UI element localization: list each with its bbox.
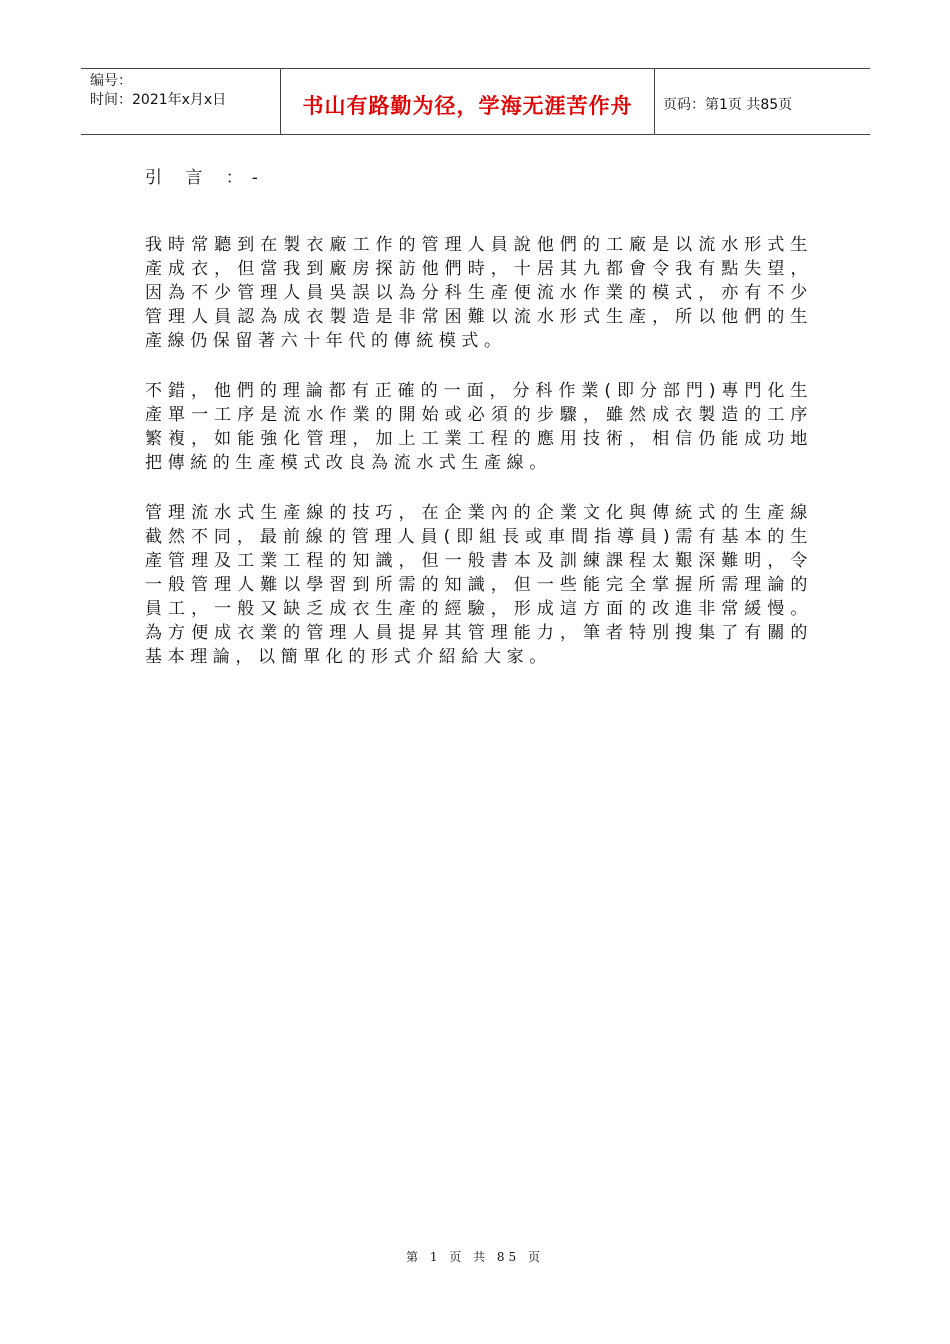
time-label: 时间：2021年x月x日 [90,92,227,108]
intro-heading: 引 言 ：- [145,168,267,188]
header-page-cell [655,69,870,134]
document-header [81,68,870,135]
paragraph-2: 不錯，他們的理論都有正確的一面，分科作業(即分部門)專門化生產單一工序是流水作業的開始或必須的步驟，雖然成衣製造的工序繁複，如能強化管理，加上工業工程的應用技術，相信仍能成功地把傳統的生產模式改良為流水式生產線。 [145,381,813,473]
paragraph-1: 我時常聽到在製衣廠工作的管理人員說他們的工廠是以流水形式生產成衣，但當我到廠房探訪他們時，十居其九都會令我有點失望，因為不少管理人員吳誤以為分科生產便流水作業的模式，亦有不少管理人員認為成衣製造是非常困難以流水形式生產，所以他們的生產線仍保留著六十年代的傳統模式。 [145,235,813,351]
motto-text: 书山有路勤为径，学海无涯苦作舟 [302,93,633,118]
paragraph-3: 管理流水式生產線的技巧，在企業內的企業文化與傳統式的生產線截然不同，最前線的管理人員(即組長或車間指導員)需有基本的生產管理及工業工程的知識，但一般書本及訓練課程太艱深難明，令一般管理人難以學習到所需的知識，但一些能完全掌握所需理論的員工，一般又缺乏成衣生產的經驗，形成這方面的改進非常緩慢。為方便成衣業的管理人員提昇其管理能力，筆者特別搜集了有關的基本理論，以簡單化的形式介紹給大家。 [145,503,813,667]
code-label: 编号： [90,73,132,89]
page-info: 页码：第1页 共85页 [663,96,793,113]
header-meta-cell [81,69,281,134]
page-footer: 第 1 页 共 85 页 [406,1250,544,1264]
header-motto-cell [281,69,655,134]
document-body [145,233,813,695]
